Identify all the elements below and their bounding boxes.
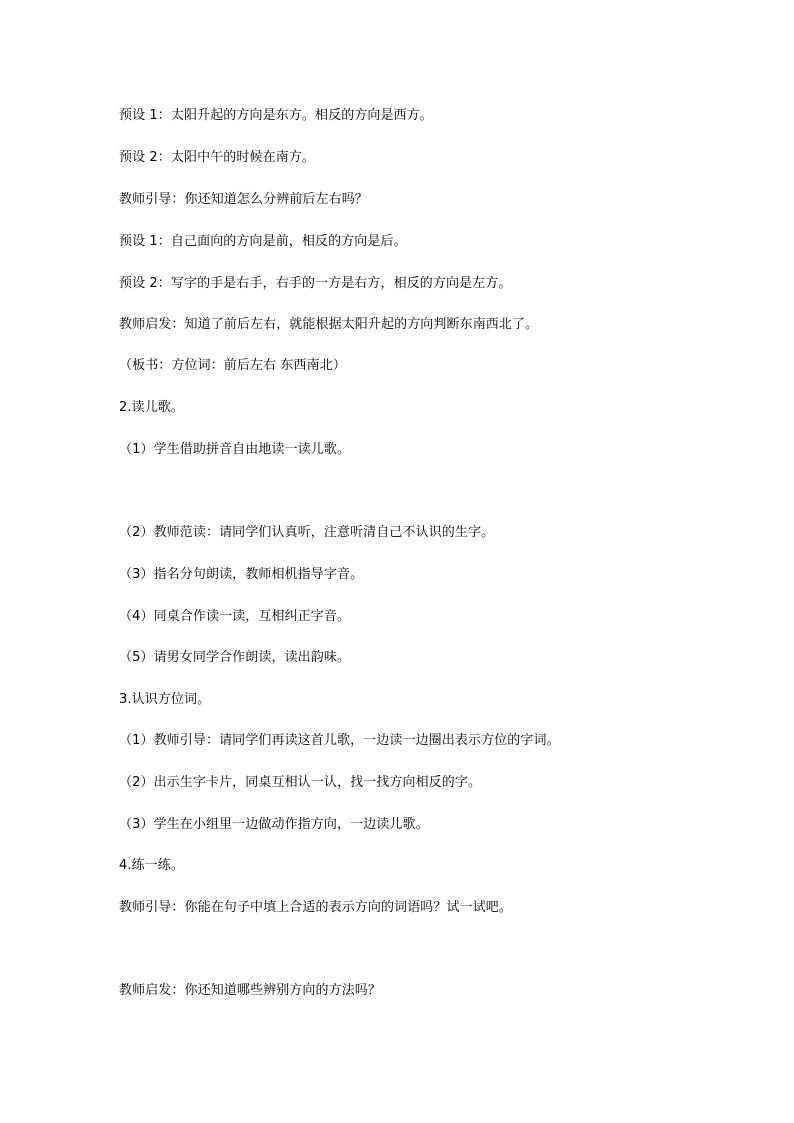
- text-line: （1）教师引导：请同学们再读这首儿歌，一边读一边圈出表示方位的字词。: [119, 733, 560, 748]
- text-line: 预设 1：自己面向的方向是前，相反的方向是后。: [119, 234, 407, 249]
- section-heading: 4.练一练。: [119, 858, 185, 873]
- text-line: （2）教师范读：请同学们认真听，注意听清自己不认识的生字。: [119, 525, 495, 540]
- text-line: 预设 2：写字的手是右手，右手的一方是右方，相反的方向是左方。: [119, 276, 512, 291]
- text-line: （板书：方位词：前后左右 东西南北）: [119, 358, 346, 373]
- text-line: 预设 2：太阳中午的时候在南方。: [119, 150, 316, 165]
- text-line: （2）出示生字卡片，同桌互相认一认，找一找方向相反的字。: [119, 775, 482, 790]
- text-line: 教师引导：你还知道怎么分辨前后左右吗？: [119, 192, 368, 207]
- text-line: 预设 1：太阳升起的方向是东方。相反的方向是西方。: [119, 108, 433, 123]
- text-line: （3）指名分句朗读，教师相机指导字音。: [119, 567, 364, 582]
- text-line: （4）同桌合作读一读，互相纠正字音。: [119, 609, 351, 624]
- section-heading: 3.认识方位词。: [119, 692, 211, 707]
- text-line: （5）请男女同学合作朗读，读出韵味。: [119, 650, 351, 665]
- text-line: （1）学生借助拼音自由地读一读儿歌。: [119, 442, 351, 457]
- section-heading: 2.读儿歌。: [119, 400, 185, 415]
- text-line: （3）学生在小组里一边做动作指方向，一边读儿歌。: [119, 817, 429, 832]
- text-line: 教师引导：你能在句子中填上合适的表示方向的词语吗？试一试吧。: [119, 900, 513, 915]
- text-line: 教师启发：你还知道哪些辨别方向的方法吗？: [119, 983, 382, 998]
- text-line: 教师启发：知道了前后左右，就能根据太阳升起的方向判断东南西北了。: [119, 317, 539, 332]
